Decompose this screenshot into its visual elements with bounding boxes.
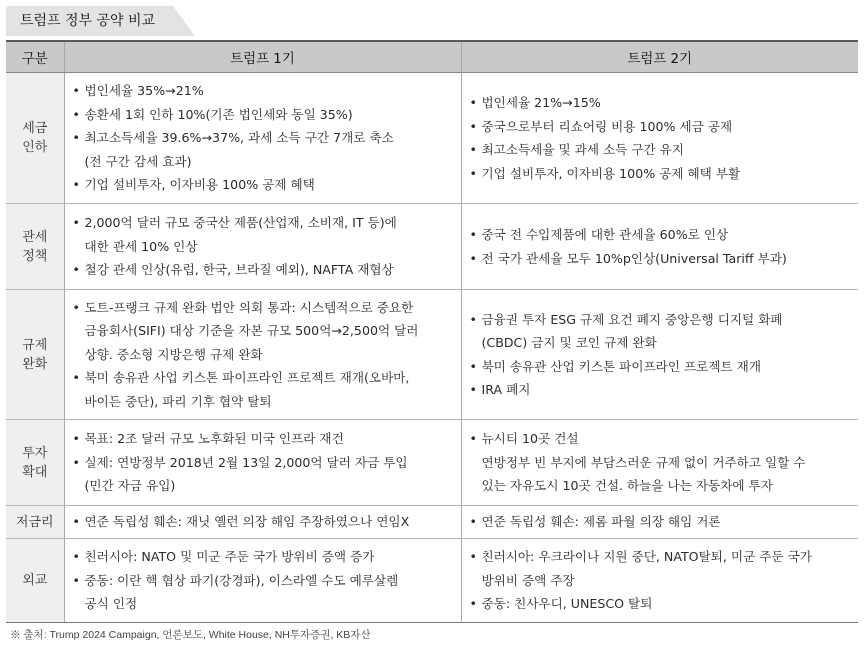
list-item: • 철강 관세 인상(유럽, 한국, 브라질 예외), NAFTA 재협상	[73, 258, 455, 282]
list-item: • 친러시아: 우크라이나 지원 중단, NATO탈퇴, 미군 주둔 국가 방위비 증액 주장	[470, 545, 853, 592]
term2-cell	[461, 290, 858, 420]
comparison-table	[6, 40, 858, 623]
list-item: • 친러시아: NATO 및 미군 주둔 국가 방위비 증액 증가	[73, 545, 455, 569]
list-item: • 송환세 1회 인하 10%(기존 법인세와 동일 35%)	[73, 103, 455, 127]
list-item: • 최고소득세율 39.6%→37%, 과세 소득 구간 7개로 축소 (전 구간 감세 효과)	[73, 126, 455, 173]
list-item: • 연준 독립성 훼손: 재닛 옐런 의장 해임 주장하였으나 연임X	[73, 510, 455, 534]
list-item: • 전 국가 관세율 모두 10%p인상(Universal Tariff 부과)	[470, 247, 853, 271]
list-item: • IRA 폐지	[470, 378, 853, 402]
list-item: • 북미 송유관 산업 키스톤 파이프라인 프로젝트 재개	[470, 355, 853, 379]
table-row	[6, 506, 858, 539]
term2-cell	[461, 73, 858, 204]
list-item: • 법인세율 21%→15%	[470, 91, 853, 115]
term2-cell	[461, 204, 858, 290]
row-category: 외교	[6, 539, 64, 623]
list-item: • 연준 독립성 훼손: 제롬 파월 의장 해임 거론	[470, 510, 853, 534]
list-item: • 북미 송유관 사업 키스톤 파이프라인 프로젝트 재개(오바마, 바이든 중단), 파리 기후 협약 탈퇴	[73, 366, 455, 413]
list-item: • 중동: 이란 핵 협상 파기(강경파), 이스라엘 수도 예루살렘 공식 인정	[73, 569, 455, 616]
term1-cell	[64, 290, 461, 420]
term1-cell	[64, 204, 461, 290]
header-row	[6, 41, 858, 73]
list-item: • 도트-프랭크 규제 완화 법안 의회 통과: 시스템적으로 중요한 금융회사(SIFI) 대상 기준을 자본 규모 500억→2,500억 달러 상향. 중소형 지방은행 규제 완화	[73, 296, 455, 367]
row-category: 관세 정책	[6, 204, 64, 290]
list-item: • 금융권 투자 ESG 규제 요건 폐지 중앙은행 디지털 화폐 (CBDC) 금지 및 코인 규제 완화	[470, 308, 853, 355]
row-category: 투자 확대	[6, 420, 64, 506]
list-item: • 중동: 친사우디, UNESCO 탈퇴	[470, 592, 853, 616]
list-item: • 기업 설비투자, 이자비용 100% 공제 혜택	[73, 173, 455, 197]
list-item: • 최고소득세율 및 과세 소득 구간 유지	[470, 138, 853, 162]
source-note: ※ 출처: Trump 2024 Campaign, 언론보도, White House, NH투자증권, KB자산	[10, 629, 371, 641]
list-item: • 실제: 연방정부 2018년 2월 13일 2,000억 달러 자금 투입 (민간 자금 유입)	[73, 451, 455, 498]
row-category: 저금리	[6, 506, 64, 539]
list-item: • 목표: 2조 달러 규모 노후화된 미국 인프라 재건	[73, 427, 455, 451]
header-term2: 트럼프 2기	[461, 41, 858, 73]
list-item: • 기업 설비투자, 이자비용 100% 공제 혜택 부활	[470, 162, 853, 186]
list-item: • 중국 전 수입제품에 대한 관세율 60%로 인상	[470, 223, 853, 247]
term1-cell	[64, 73, 461, 204]
term2-cell	[461, 539, 858, 623]
header-category: 구분	[6, 41, 64, 73]
header-term1: 트럼프 1기	[64, 41, 461, 73]
page-title: 트럼프 정부 공약 비교	[6, 6, 173, 36]
term2-cell	[461, 506, 858, 539]
term1-cell	[64, 539, 461, 623]
title-tab	[6, 6, 173, 36]
list-item: • 뉴시티 10곳 건설 연방정부 빈 부지에 부담스러운 규제 없이 거주하고 일할 수 있는 자유도시 10곳 건설. 하늘을 나는 자동차에 투자	[470, 427, 853, 498]
list-item: • 법인세율 35%→21%	[73, 79, 455, 103]
term1-cell	[64, 506, 461, 539]
table-row	[6, 539, 858, 623]
table-row	[6, 420, 858, 506]
table-row	[6, 73, 858, 204]
row-category: 규제 완화	[6, 290, 64, 420]
list-item: • 중국으로부터 리쇼어링 비용 100% 세금 공제	[470, 115, 853, 139]
term2-cell	[461, 420, 858, 506]
row-category: 세금 인하	[6, 73, 64, 204]
term1-cell	[64, 420, 461, 506]
table-row	[6, 290, 858, 420]
table-row	[6, 204, 858, 290]
list-item: • 2,000억 달러 규모 중국산 제품(산업재, 소비재, IT 등)에 대한 관세 10% 인상	[73, 211, 455, 258]
